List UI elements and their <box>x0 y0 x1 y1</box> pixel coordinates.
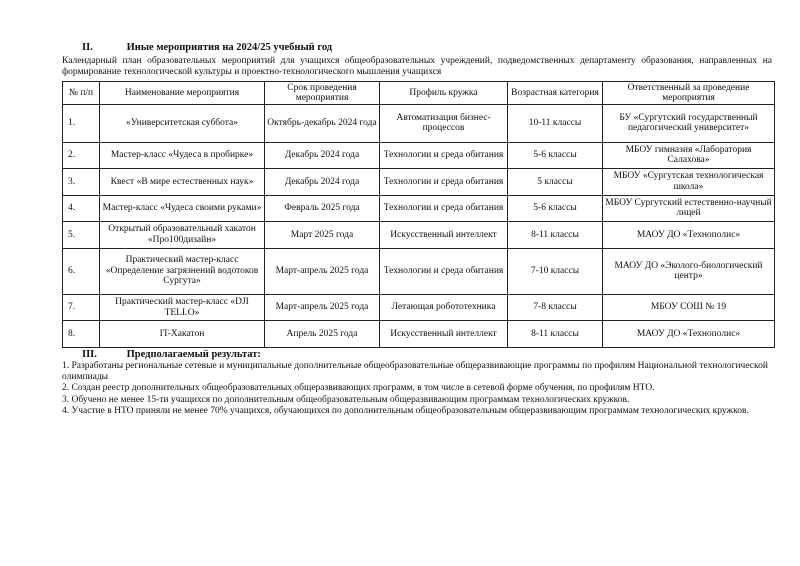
cell-number: 5. <box>63 222 100 249</box>
cell-age-category: 7-8 классы <box>508 294 603 321</box>
section-2-number: II. <box>82 42 93 53</box>
header-event-name: Наименование мероприятия <box>100 82 265 105</box>
header-number: № п/п <box>63 82 100 105</box>
cell-event-date: Февраль 2025 года <box>265 195 380 222</box>
header-age-category: Возрастная категория <box>508 82 603 105</box>
cell-number: 3. <box>63 169 100 196</box>
cell-age-category: 5 классы <box>508 169 603 196</box>
table-header-row <box>63 82 775 105</box>
cell-club-profile: Технологии и среда обитания <box>380 195 508 222</box>
results-list <box>62 361 774 418</box>
cell-event-date: Декабрь 2024 года <box>265 169 380 196</box>
cell-number: 8. <box>63 321 100 348</box>
table-row <box>63 142 775 169</box>
cell-club-profile: Автоматизация бизнес-процессов <box>380 105 508 143</box>
cell-age-category: 7-10 классы <box>508 248 603 294</box>
header-responsible: Ответственный за проведение мероприятия <box>603 82 775 105</box>
events-table <box>62 81 775 348</box>
cell-event-name: Мастер-класс «Чудеса в пробирке» <box>100 142 265 169</box>
cell-number: 1. <box>63 105 100 143</box>
table-row <box>63 321 775 348</box>
section-2-heading <box>62 42 332 53</box>
cell-responsible: МБОУ гимназия «Лаборатория Салахова» <box>603 142 775 169</box>
cell-responsible: МАОУ ДО «Технополис» <box>603 222 775 249</box>
cell-number: 4. <box>63 195 100 222</box>
result-item: 2. Создан реестр дополнительных общеобразовательных общеразвивающих программ, в том числе в сетевой форме обучения, по профилям НТО. <box>62 383 655 393</box>
cell-age-category: 10-11 классы <box>508 105 603 143</box>
section-3-number: III. <box>82 349 97 360</box>
cell-responsible: БУ «Сургутский государственный педагогический университет» <box>603 105 775 143</box>
result-item: 1. Разработаны региональные сетевые и муниципальные дополнительные общеобразовательные общеразвивающие программы по профилям Национальной технологической олимпиады <box>62 361 768 382</box>
cell-responsible: МБОУ СОШ № 19 <box>603 294 775 321</box>
table-row <box>63 105 775 143</box>
cell-event-date: Март-апрель 2025 года <box>265 248 380 294</box>
section-3-heading <box>62 349 261 360</box>
cell-number: 7. <box>63 294 100 321</box>
cell-responsible: МАОУ ДО «Технополис» <box>603 321 775 348</box>
table-row <box>63 222 775 249</box>
section-3-title: Предполагаемый результат: <box>126 349 261 360</box>
cell-age-category: 8-11 классы <box>508 222 603 249</box>
cell-number: 2. <box>63 142 100 169</box>
cell-club-profile: Технологии и среда обитания <box>380 169 508 196</box>
cell-age-category: 5-6 классы <box>508 195 603 222</box>
cell-event-name: «Университетская суббота» <box>100 105 265 143</box>
cell-club-profile: Искусственный интеллект <box>380 222 508 249</box>
header-event-date: Срок проведения мероприятия <box>265 82 380 105</box>
cell-event-name: Мастер-класс «Чудеса своими руками» <box>100 195 265 222</box>
cell-responsible: МБОУ Сургутский естественно-научный лицей <box>603 195 775 222</box>
table-row <box>63 195 775 222</box>
cell-event-name: Открытый образовательный хакатон «Про100дизайн» <box>100 222 265 249</box>
cell-age-category: 8-11 классы <box>508 321 603 348</box>
section-2-title: Иные мероприятия на 2024/25 учебный год <box>126 42 333 53</box>
cell-club-profile: Искусственный интеллект <box>380 321 508 348</box>
cell-club-profile: Технологии и среда обитания <box>380 248 508 294</box>
cell-age-category: 5-6 классы <box>508 142 603 169</box>
cell-event-date: Март 2025 года <box>265 222 380 249</box>
cell-event-name: Практический мастер-класс «Определение загрязнений водотоков Сургута» <box>100 248 265 294</box>
cell-number: 6. <box>63 248 100 294</box>
header-club-profile: Профиль кружка <box>380 82 508 105</box>
table-body <box>63 105 775 348</box>
result-item: 3. Обучено не менее 15-ти учащихся по дополнительным общеобразовательным общеразвивающим программам технологических кружков. <box>62 394 630 405</box>
cell-club-profile: Технологии и среда обитания <box>380 142 508 169</box>
result-item: 4. Участие в НТО приняли не менее 70% учащихся, обучающихся по дополнительным общеобразовательным общеразвивающим программам технологических кружков. <box>62 406 749 416</box>
cell-event-name: Практический мастер-класс «DJI TELLO» <box>100 294 265 321</box>
table-row <box>63 294 775 321</box>
cell-event-name: Квест «В мире естественных наук» <box>100 169 265 196</box>
section-2-intro: Календарный план образовательных мероприятий для учащихся общеобразовательных учреждений, подведомственных департаменту образования, направленных на формирование технологической культуры и проектно-технологического мышления учащихся <box>62 56 772 77</box>
cell-responsible: МБОУ «Сургутская технологическая школа» <box>603 169 775 196</box>
cell-event-date: Апрель 2025 года <box>265 321 380 348</box>
cell-event-name: IT-Хакатон <box>100 321 265 348</box>
cell-event-date: Март-апрель 2025 года <box>265 294 380 321</box>
cell-event-date: Октябрь-декабрь 2024 года <box>265 105 380 143</box>
cell-event-date: Декабрь 2024 года <box>265 142 380 169</box>
cell-club-profile: Летающая робототехника <box>380 294 508 321</box>
cell-responsible: МАОУ ДО «Эколого-биологический центр» <box>603 248 775 294</box>
table-row <box>63 248 775 294</box>
table-row <box>63 169 775 196</box>
